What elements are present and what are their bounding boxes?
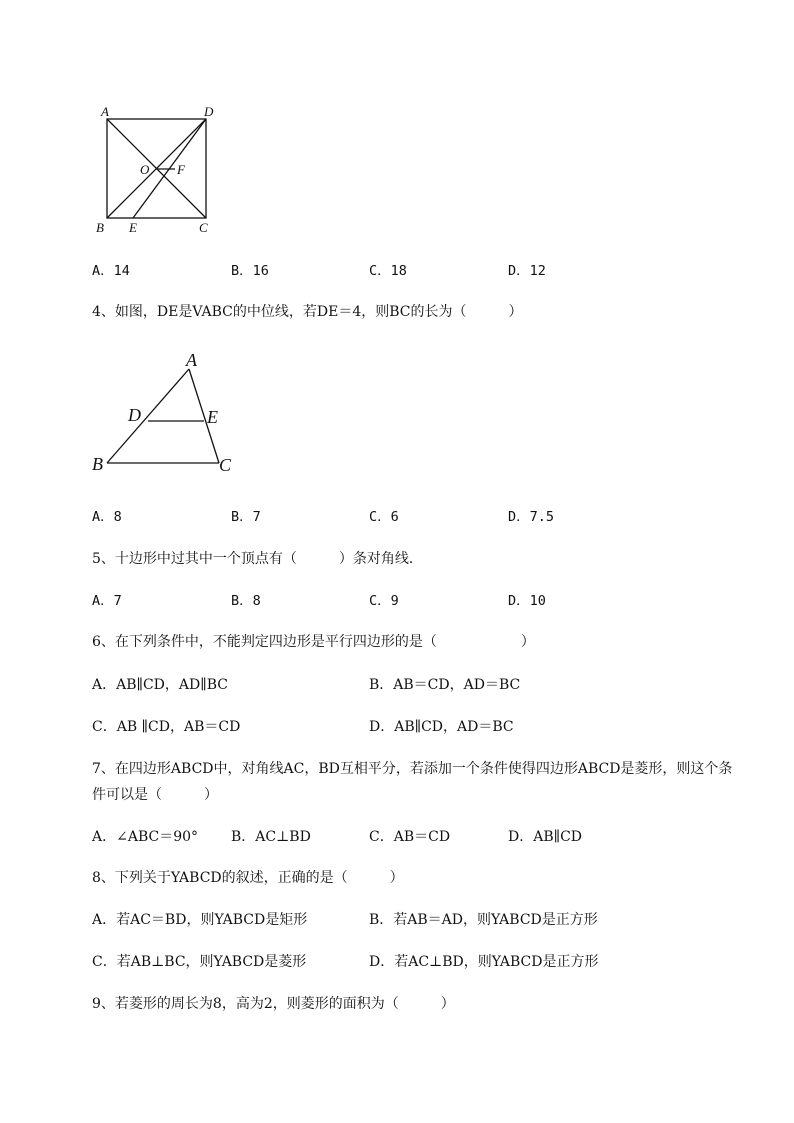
label-e: E xyxy=(207,407,218,427)
label-a: A xyxy=(186,350,197,370)
q6-option-c: C．AB ∥CD，AB＝CD xyxy=(92,719,241,735)
q5-option-c: C．9 xyxy=(369,593,399,609)
label-a: A xyxy=(101,104,109,119)
label-d: D xyxy=(204,104,214,119)
q6-stem: 6、在下列条件中，不能判定四边形是平行四边形的是（ ） xyxy=(92,634,535,650)
label-o: O xyxy=(140,162,150,177)
q8-option-b: B．若AB＝AD，则YABCD是正方形 xyxy=(369,912,598,928)
label-f: F xyxy=(177,162,185,177)
q7-option-c: C．AB＝CD xyxy=(369,829,451,845)
q7-option-a: A．∠ABC＝90° xyxy=(92,829,199,845)
label-c: C xyxy=(199,220,208,235)
q8-option-c: C．若AB⊥BC，则YABCD是菱形 xyxy=(92,954,307,970)
q3-option-c: C．18 xyxy=(369,263,407,279)
label-b: B xyxy=(96,220,104,235)
q5-stem: 5、十边形中过其中一个顶点有（ ）条对角线． xyxy=(92,551,423,567)
q7-stem-line2: 件可以是（ ） xyxy=(92,787,218,803)
label-c: C xyxy=(219,455,232,475)
q4-option-a: A．8 xyxy=(92,509,122,525)
q4-stem: 4、如图，DE是VABC的中位线，若DE＝4，则BC的长为（ ） xyxy=(92,304,523,320)
q5-option-d: D．10 xyxy=(508,593,546,609)
q6-option-b: B．AB＝CD，AD＝BC xyxy=(369,677,521,693)
side-ab xyxy=(107,369,189,463)
q3-option-a: A．14 xyxy=(92,263,130,279)
q7-option-d: D．AB∥CD xyxy=(508,829,583,845)
q3-option-b: B．16 xyxy=(231,263,269,279)
q4-option-b: B．7 xyxy=(231,509,261,525)
label-e: E xyxy=(129,220,137,235)
q8-option-a: A．若AC＝BD，则YABCD是矩形 xyxy=(92,912,308,928)
q7-stem-line1: 7、在四边形ABCD中，对角线AC，BD互相平分，若添加一个条件使得四边形ABCD是菱形，则这个条 xyxy=(92,761,733,777)
q3-option-d: D．12 xyxy=(508,263,546,279)
q6-option-d: D．AB∥CD，AD＝BC xyxy=(369,719,514,735)
q5-option-a: A．7 xyxy=(92,593,122,609)
q5-option-b: B．8 xyxy=(231,593,261,609)
label-b: B xyxy=(92,454,103,474)
q7-option-b: B．AC⊥BD xyxy=(231,829,311,845)
q4-option-c: C．6 xyxy=(369,509,399,525)
label-d: D xyxy=(128,405,141,425)
q8-stem: 8、下列关于YABCD的叙述，正确的是（ ） xyxy=(92,870,404,886)
q6-option-a: A．AB∥CD，AD∥BC xyxy=(92,677,228,693)
q4-option-d: D．7.5 xyxy=(508,509,555,525)
q9-stem: 9、若菱形的周长为8，高为2，则菱形的面积为（ ） xyxy=(92,996,455,1012)
q8-option-d: D．若AC⊥BD，则YABCD是正方形 xyxy=(369,954,599,970)
